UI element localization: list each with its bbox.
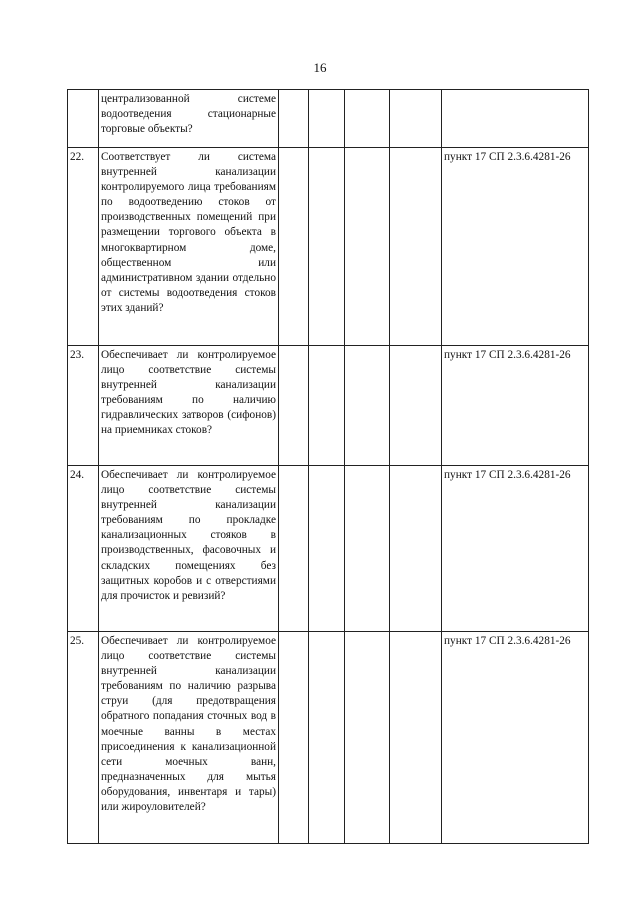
- answer-cell-no: [309, 346, 345, 466]
- answer-cell-yes: [279, 466, 309, 632]
- reference-text: пункт 17 СП 2.3.6.4281-26: [442, 466, 589, 632]
- answer-cell-no: [309, 632, 345, 844]
- row-number: 24.: [68, 466, 99, 632]
- answer-cell-na: [345, 90, 390, 148]
- comment-cell: [390, 346, 442, 466]
- reference-text: [442, 90, 589, 148]
- table-row: [68, 90, 589, 148]
- answer-cell-no: [309, 90, 345, 148]
- answer-cell-no: [309, 466, 345, 632]
- row-number: 22.: [68, 148, 99, 346]
- answer-cell-na: [345, 632, 390, 844]
- comment-cell: [390, 632, 442, 844]
- table-row: [68, 346, 589, 466]
- page-number: 16: [313, 60, 327, 75]
- row-number: [68, 90, 99, 148]
- table-row: [68, 466, 589, 632]
- comment-cell: [390, 90, 442, 148]
- table-row: [68, 148, 589, 346]
- answer-cell-yes: [279, 148, 309, 346]
- answer-cell-yes: [279, 346, 309, 466]
- answer-cell-na: [345, 466, 390, 632]
- answer-cell-no: [309, 148, 345, 346]
- reference-text: пункт 17 СП 2.3.6.4281-26: [442, 148, 589, 346]
- question-text: централизованной системе водоотведения стационарные торговые объекты?: [99, 90, 279, 148]
- answer-cell-na: [345, 346, 390, 466]
- checklist-table: [67, 89, 589, 844]
- question-text: Соответствует ли система внутренней канализации контролируемого лица требованиям по водоотведению стоков от производственных помещений при размещении торгового объекта в многоквартирном доме, общественном или административном здании отдельно от системы водоотведения стоков этих зданий?: [99, 148, 279, 346]
- table-row: [68, 632, 589, 844]
- answer-cell-yes: [279, 90, 309, 148]
- question-text: Обеспечивает ли контролируемое лицо соответствие системы внутренней канализации требованиям по наличию разрыва струи (для предотвращения обратного попадания сточных вод в моечные ванны в местах присоединения к канализационной сети моечных ванн, предназначенных для мытья оборудования, инвентаря и тары) или жироуловителей?: [99, 632, 279, 844]
- question-text: Обеспечивает ли контролируемое лицо соответствие системы внутренней канализации требованиям по прокладке канализационных стояков в производственных, фасовочных и складских помещениях без защитных коробов и с отверстиями для прочисток и ревизий?: [99, 466, 279, 632]
- answer-cell-yes: [279, 632, 309, 844]
- answer-cell-na: [345, 148, 390, 346]
- comment-cell: [390, 148, 442, 346]
- row-number: 25.: [68, 632, 99, 844]
- row-number: 23.: [68, 346, 99, 466]
- reference-text: пункт 17 СП 2.3.6.4281-26: [442, 632, 589, 844]
- reference-text: пункт 17 СП 2.3.6.4281-26: [442, 346, 589, 466]
- comment-cell: [390, 466, 442, 632]
- question-text: Обеспечивает ли контролируемое лицо соответствие системы внутренней канализации требованиям по наличию гидравлических затворов (сифонов) на приемниках стоков?: [99, 346, 279, 466]
